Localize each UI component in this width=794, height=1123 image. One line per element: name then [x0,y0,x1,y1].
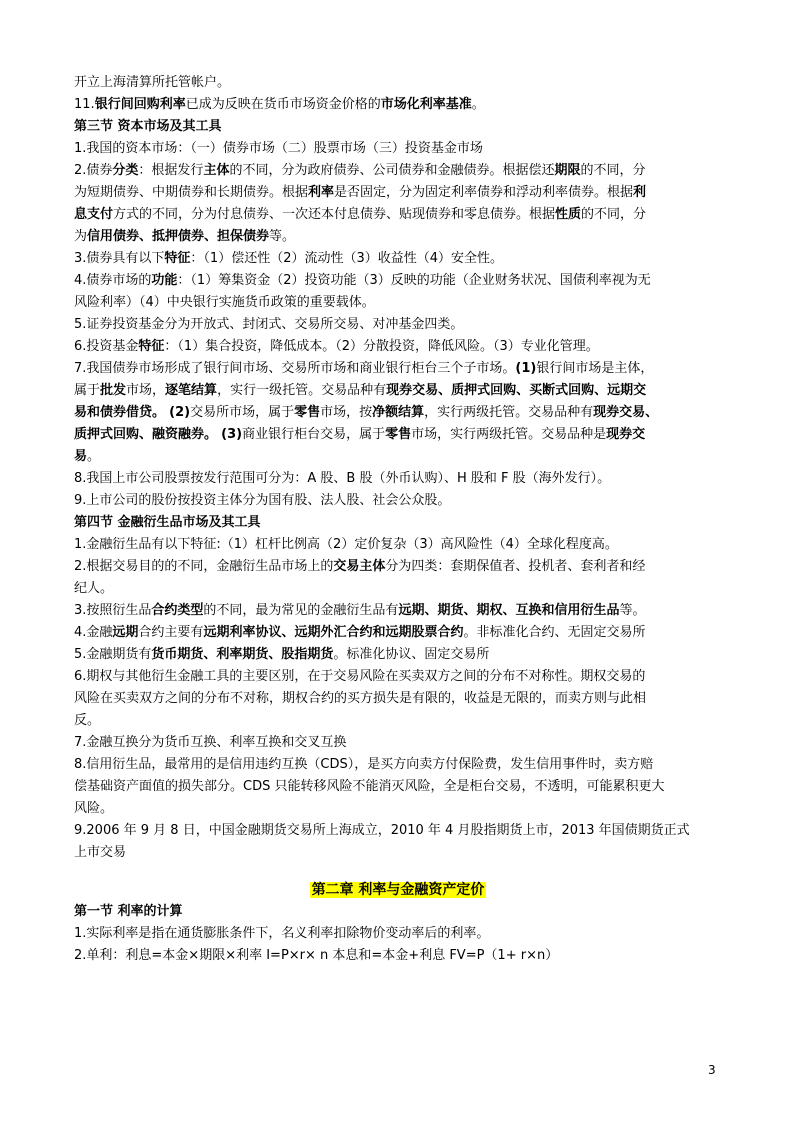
text-run: 5.金融期货有 [74,647,152,662]
bold-phrase: 合约类型 [151,603,204,618]
text-line [74,468,722,490]
text-line [74,556,722,578]
text-run: 市场，按 [320,405,373,420]
document-body [74,72,722,967]
text-line [74,666,722,688]
bold-phrase: 质押式回购、融资融券。 [74,427,218,442]
bold-phrase: 性质 [555,207,582,222]
chapter-title: 第二章 利率与金融资产定价 [311,882,485,898]
text-run: 等。 [619,603,646,618]
text-line [74,688,722,710]
text-run: ：（1）集合投资，降低成本。（2）分散投资，降低风险。（3）专业化管理。 [164,339,599,354]
bold-phrase: (1) [515,361,537,376]
bold-phrase: 零售 [294,405,321,420]
text-run: 2.债券 [74,163,113,178]
text-line [74,160,722,182]
text-run: 9.2006 年 9 月 8 日，中国金融期货交易所上海成立，2010 年 4 月股指期货上市，2013 年国债期货正式 [74,823,690,838]
text-line [74,842,722,864]
text-line [74,380,722,402]
text-line [74,534,722,556]
text-run: 6.投资基金 [74,339,139,354]
bold-phrase: 特征 [138,339,165,354]
text-run: 2.根据交易目的的不同，金融衍生品市场上的 [74,559,334,574]
text-line [74,754,722,776]
text-run: 是否固定，分为固定利率债券和浮动利率债券。根据 [334,185,634,200]
text-run: 。 [471,97,485,112]
text-run: 8.我国上市公司股票按发行范围可分为：A 股、B 股（外币认购）、H 股和 F 股（海外发行）。 [74,471,611,486]
text-run: 交易所市场，属于 [190,405,295,420]
text-run: 第四节 金融衍生品市场及其工具 [74,515,261,530]
text-run: 风险。 [74,801,114,816]
text-run: 纪人。 [74,581,114,596]
bold-phrase: 易和债券借贷。 [74,405,166,420]
bold-phrase: 息支付 [74,207,114,222]
page-number: 3 [708,1063,716,1077]
text-line [74,644,722,666]
text-line [74,292,722,314]
bold-phrase: 利率 [308,185,335,200]
text-run: 1.我国的资本市场：（一）债券市场（二）股票市场（三）投资基金市场 [74,141,483,156]
text-run: 11. [74,97,95,112]
bold-phrase: 净额结算 [372,405,425,420]
text-run: 4.债券市场的 [74,273,152,288]
bold-phrase: 信用债券、抵押债券、担保债券 [87,229,270,244]
text-run: 6.期权与其他衍生金融工具的主要区别，在于交易风险在买卖双方之间的分布不对称性。期权交易的 [74,669,646,684]
text-line [74,72,722,94]
section-heading [74,512,722,534]
bold-phrase: (2) [169,405,191,420]
text-line [74,226,722,248]
text-run: 。 [87,449,101,464]
bold-phrase: 现券交易、 [593,405,659,420]
text-run: 第三节 资本市场及其工具 [74,119,222,134]
bold-phrase: 利 [633,185,647,200]
text-run: 银行间市场是主体， [536,361,654,376]
body-text-block [74,72,722,864]
text-line [74,270,722,292]
text-run: 1.实际利率是指在通货膨胀条件下，名义利率扣除物价变动率后的利率。 [74,926,490,941]
text-run: 市场，实行两级托管。交易品种是 [411,427,607,442]
text-run: 的不同，分 [580,163,646,178]
text-line [74,798,722,820]
bold-phrase: 现券交 [606,427,646,442]
bold-phrase: 市场化利率基准 [380,97,472,112]
text-line [74,490,722,512]
text-run: 偿基础资产面值的损失部分。CDS 只能转移风险不能消灭风险，全是柜台交易，不透明，可能累积更大 [74,779,665,794]
text-run: 反。 [74,713,101,728]
text-line [74,248,722,270]
text-line [74,138,722,160]
bold-phrase: 功能 [151,273,178,288]
text-run: 。标准化协议、固定交易所 [333,647,490,662]
text-line [74,182,722,204]
text-run: 上市交易 [74,845,127,860]
bold-phrase: (3) [221,427,243,442]
text-run: 8.信用衍生品，最常用的是信用违约互换（CDS），是买方向卖方付保险费，发生信用事件时，卖方赔 [74,757,654,772]
text-line [74,945,722,967]
text-run: 商业银行柜台交易，属于 [242,427,386,442]
text-run: 分为四类：套期保值者、投机者、套利者和经 [385,559,646,574]
bold-phrase: 易 [74,449,88,464]
bold-phrase: 批发 [100,383,127,398]
bold-phrase: 零售 [385,427,412,442]
bold-phrase: 银行间回购利率 [94,97,186,112]
bold-phrase: 远期、期货、期权、互换和信用衍生品 [398,603,620,618]
text-line [74,776,722,798]
bold-phrase: 远期 [112,625,139,640]
bold-phrase: 远期利率协议、远期外汇合约和远期股票合约 [203,625,464,640]
text-run: 已成为反映在货币市场资金价格的 [185,97,381,112]
text-run: 市场， [126,383,166,398]
text-run: 风险在买卖双方之间的分布不对称，期权合约的买方损失是有限的，收益是无限的，而卖方则与此相 [74,691,647,706]
text-run: ：（1）筹集资金（2）投资功能（3）反映的功能（企业财务状况、国债利率视为无 [177,273,651,288]
text-run: 第一节 利率的计算 [74,904,183,919]
text-line [74,446,722,468]
text-run: 4.金融 [74,625,113,640]
bold-phrase: 交易主体 [333,559,386,574]
text-run: ，实行两级托管。交易品种有 [424,405,594,420]
text-run: 的不同，分为政府债券、公司债券和金融债券。根据偿还 [229,163,555,178]
bold-phrase: 货币期货、利率期货、股指期货 [151,647,334,662]
text-line [74,358,722,380]
text-line [74,923,722,945]
text-line [74,336,722,358]
section-heading [74,901,722,923]
text-run: 的不同，分 [581,207,647,222]
text-run: 7.我国债券市场形成了银行间市场、交易所市场和商业银行柜台三个子市场。 [74,361,516,376]
text-run: 开立上海清算所托管帐户。 [74,75,231,90]
bold-phrase: 特征 [164,251,191,266]
text-line [74,820,722,842]
text-run: ，实行一级托管。交易品种有 [217,383,387,398]
text-line [74,94,722,116]
text-run: 1.金融衍生品有以下特征:（1）杠杆比例高（2）定价复杂（3）高风险性（4）全球化程度高。 [74,537,618,552]
text-run: 7.金融互换分为货币互换、利率互换和交叉互换 [74,735,347,750]
text-line [74,424,722,446]
text-run: 为短期债券、中期债券和长期债券。根据 [74,185,309,200]
text-line [74,314,722,336]
text-line [74,578,722,600]
bold-phrase: 逐笔结算 [165,383,218,398]
text-run: 3.按照衍生品 [74,603,152,618]
text-line [74,402,722,424]
text-run: ：根据发行 [138,163,204,178]
text-run: 属于 [74,383,101,398]
text-run: 。非标准化合约、无固定交易所 [463,625,646,640]
bold-phrase: 分类 [112,163,139,178]
text-run: 风险利率）（4）中央银行实施货币政策的重要载体。 [74,295,375,310]
text-run: 方式的不同，分为付息债券、一次还本付息债券、贴现债券和零息债券。根据 [113,207,556,222]
bold-phrase: 现券交易、质押式回购、买断式回购、远期交 [386,383,647,398]
text-line [74,710,722,732]
text-run: 3.债券具有以下 [74,251,165,266]
text-line [74,622,722,644]
text-run: 5.证券投资基金分为开放式、封闭式、交易所交易、对冲基金四类。 [74,317,464,332]
text-run: 等。 [269,229,296,244]
text-run: ：（1）偿还性（2）流动性（3）收益性（4）安全性。 [190,251,504,266]
text-line [74,204,722,226]
text-line [74,600,722,622]
section-text-block [74,901,722,967]
text-run: 为 [74,229,88,244]
chapter-heading [74,878,722,901]
bold-phrase: 主体 [203,163,230,178]
text-run: 9.上市公司的股份按投资主体分为国有股、法人股、社会公众股。 [74,493,451,508]
text-run: 的不同，最为常见的金融衍生品有 [203,603,399,618]
section-heading [74,116,722,138]
bold-phrase: 期限 [554,163,581,178]
text-run: 合约主要有 [138,625,204,640]
text-run: 2.单利：利息=本金×期限×利率 I=P×r× n 本息和=本金+利息 FV=P（1+ r×n） [74,948,559,963]
text-line [74,732,722,754]
